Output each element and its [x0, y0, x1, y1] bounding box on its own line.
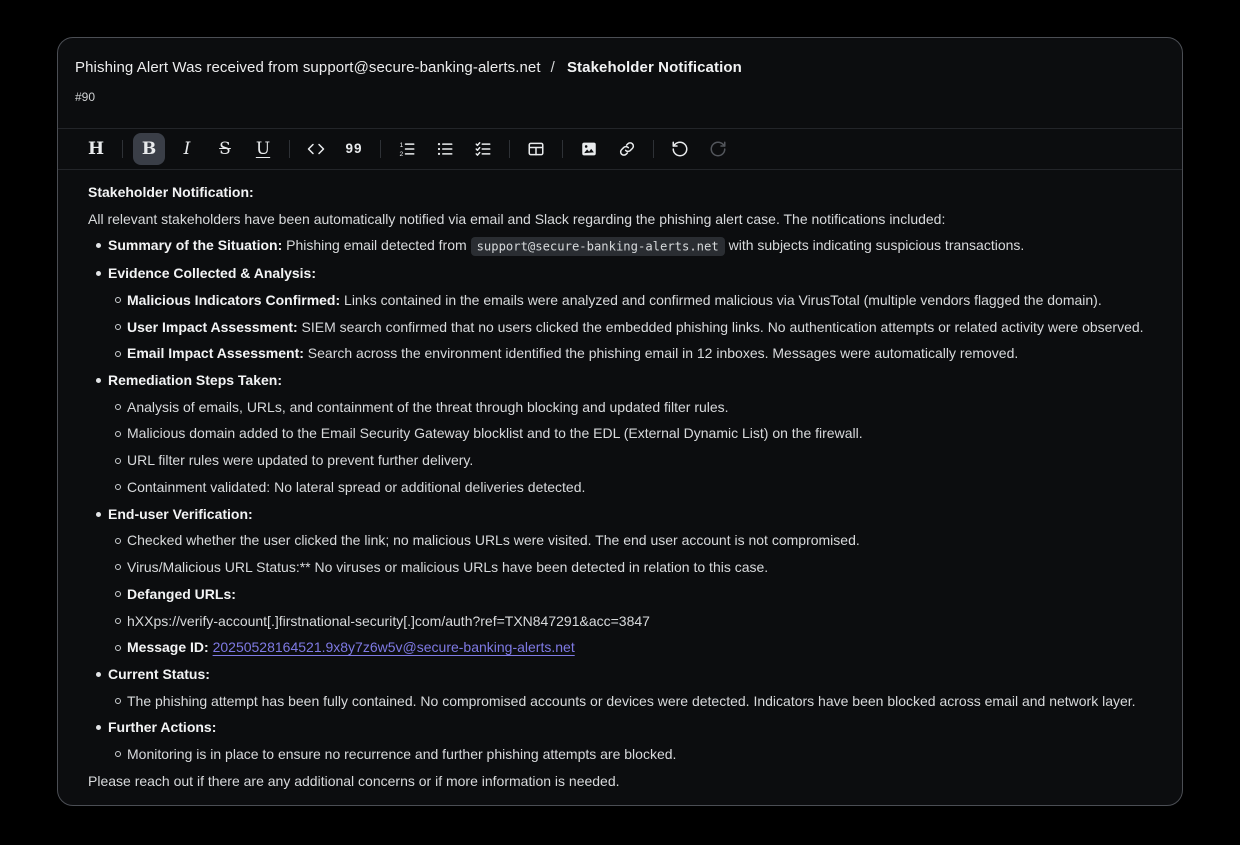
heading-button[interactable] — [80, 133, 112, 165]
text-segment: End-user Verification: — [108, 505, 253, 522]
undo-button[interactable] — [664, 133, 696, 165]
list-item — [88, 367, 1168, 394]
text-segment: hXXps://verify-account[.]firstnational-security[.]com/auth?ref=TXN847291&acc=3847 — [127, 612, 650, 629]
paragraph — [88, 768, 1168, 795]
paragraph — [88, 206, 1168, 233]
link-button[interactable] — [611, 133, 643, 165]
bullet-marker — [96, 512, 101, 517]
task-list-icon — [474, 140, 492, 158]
inline-code: support@secure-banking-alerts.net — [471, 237, 725, 256]
editor-window — [57, 37, 1183, 806]
bullet-marker — [115, 698, 121, 704]
underline-icon: U — [255, 138, 271, 159]
text-segment: Further Actions: — [108, 719, 217, 736]
text-segment: Stakeholder Notification: — [88, 184, 254, 200]
toolbar-divider — [653, 140, 654, 158]
bullet-list-icon — [436, 140, 454, 158]
text-segment: Summary of the Situation: — [108, 237, 283, 254]
editor-content[interactable] — [58, 170, 1182, 795]
text-segment: Monitoring is in place to ensure no recurrence and further phishing attempts are blocked. — [127, 746, 677, 763]
ordered-list-icon — [398, 140, 416, 158]
code-block-button[interactable] — [300, 133, 332, 165]
code-icon — [307, 140, 325, 158]
list-item — [88, 634, 1168, 661]
link-icon — [618, 140, 636, 158]
strikethrough-icon: S — [219, 138, 231, 159]
text-segment: with subjects indicating suspicious transactions. — [724, 237, 1025, 254]
list-item — [88, 688, 1168, 715]
image-button[interactable] — [573, 133, 605, 165]
bold-button[interactable] — [133, 133, 165, 165]
bullet-marker — [96, 271, 101, 276]
bullet-marker — [115, 645, 121, 651]
text-segment: All relevant stakeholders have been automatically notified via email and Slack regarding the phishing alert case. The notifications included: — [88, 210, 946, 227]
toolbar-divider — [562, 140, 563, 158]
list-item — [88, 420, 1168, 447]
redo-icon — [709, 140, 727, 158]
window-header — [58, 38, 1182, 128]
list-item — [88, 527, 1168, 554]
list-item — [88, 474, 1168, 501]
list-item — [88, 581, 1168, 608]
toolbar-divider — [380, 140, 381, 158]
bullet-marker — [115, 324, 121, 330]
list-item — [88, 394, 1168, 421]
title-separator: / — [550, 59, 555, 76]
text-segment: Virus/Malicious URL Status:** No viruses or malicious URLs have been detected in relation to this case. — [127, 559, 769, 576]
text-segment: Malicious domain added to the Email Security Gateway blocklist and to the EDL (External Dynamic List) on the firewall. — [127, 425, 863, 442]
bullet-marker — [96, 378, 101, 383]
toolbar — [58, 128, 1182, 170]
document-title — [75, 59, 1166, 76]
list-item — [88, 260, 1168, 287]
title-section: Stakeholder Notification — [566, 59, 742, 76]
list-item — [88, 447, 1168, 474]
bold-icon: B — [141, 138, 157, 159]
ordered-list-button[interactable] — [391, 133, 423, 165]
bullet-list-button[interactable] — [429, 133, 461, 165]
list-item — [88, 608, 1168, 635]
bullet-marker — [115, 618, 121, 624]
text-segment: The phishing attempt has been fully contained. No compromised accounts or devices were detected. Indicators have been blocked across email and network layer. — [127, 692, 1136, 709]
list-item — [88, 314, 1168, 341]
blockquote-button[interactable] — [338, 133, 370, 165]
paragraph — [88, 179, 1168, 206]
text-segment: Evidence Collected & Analysis: — [108, 265, 316, 282]
list-item — [88, 501, 1168, 528]
list-item — [88, 232, 1168, 260]
text-segment: Analysis of emails, URLs, and containment of the threat through blocking and updated filter rules. — [127, 398, 729, 415]
text-segment: Checked whether the user clicked the link; no malicious URLs were visited. The end user account is not compromised. — [127, 532, 860, 549]
text-segment: URL filter rules were updated to prevent further delivery. — [127, 452, 474, 469]
text-segment: Message ID: — [127, 639, 209, 656]
table-button[interactable] — [520, 133, 552, 165]
list-item — [88, 554, 1168, 581]
bullet-marker — [115, 431, 121, 437]
message-id-link[interactable]: 20250528164521.9x8y7z6w5v@secure-banking-alerts.net — [212, 639, 575, 656]
table-icon — [527, 140, 545, 158]
text-segment: Malicious Indicators Confirmed: — [127, 291, 341, 308]
bullet-marker — [115, 404, 121, 410]
text-segment: Containment validated: No lateral spread or additional deliveries detected. — [127, 478, 586, 495]
bullet-marker — [96, 243, 101, 248]
text-segment: Please reach out if there are any additional concerns or if more information is needed. — [88, 772, 620, 789]
bullet-marker — [96, 672, 101, 677]
bullet-marker — [115, 564, 121, 570]
text-segment: Links contained in the emails were analyzed and confirmed malicious via VirusTotal (multiple vendors flagged the domain). — [340, 291, 1102, 308]
bullet-marker — [115, 751, 121, 757]
bullet-marker — [115, 458, 121, 464]
text-segment: Search across the environment identified the phishing email in 12 inboxes. Messages were automatically removed. — [303, 345, 1019, 362]
text-segment: Phishing email detected from — [282, 237, 471, 254]
list-item — [88, 714, 1168, 741]
list-item — [88, 340, 1168, 367]
strikethrough-button[interactable] — [209, 133, 241, 165]
case-number: #90 — [75, 90, 96, 104]
svg-text:2: 2 — [399, 151, 404, 158]
toolbar-divider — [289, 140, 290, 158]
bullet-marker — [115, 297, 121, 303]
text-segment: Defanged URLs: — [127, 585, 236, 602]
blockquote-icon: 99 — [345, 141, 363, 157]
task-list-button[interactable] — [467, 133, 499, 165]
list-item — [88, 661, 1168, 688]
text-segment: User Impact Assessment: — [127, 318, 298, 335]
bullet-marker — [115, 484, 121, 490]
undo-icon — [671, 140, 689, 158]
bullet-marker — [115, 591, 121, 597]
italic-icon: I — [183, 138, 191, 159]
underline-button[interactable] — [247, 133, 279, 165]
text-segment: Email Impact Assessment: — [127, 345, 304, 362]
bullet-marker — [115, 351, 121, 357]
image-icon — [580, 140, 598, 158]
toolbar-divider — [509, 140, 510, 158]
italic-button[interactable] — [171, 133, 203, 165]
title-main: Phishing Alert Was received from support@secure-banking-alerts.net — [75, 59, 541, 76]
redo-button[interactable] — [702, 133, 734, 165]
heading-icon: H — [87, 138, 105, 159]
bullet-marker — [96, 725, 101, 730]
list-item — [88, 287, 1168, 314]
list-item — [88, 741, 1168, 768]
text-segment: Current Status: — [108, 665, 210, 682]
text-segment: Remediation Steps Taken: — [108, 372, 283, 389]
svg-text:1: 1 — [399, 141, 404, 149]
text-segment: SIEM search confirmed that no users clicked the embedded phishing links. No authentication attempts or related activity were observed. — [297, 318, 1144, 335]
bullet-marker — [115, 538, 121, 544]
toolbar-divider — [122, 140, 123, 158]
